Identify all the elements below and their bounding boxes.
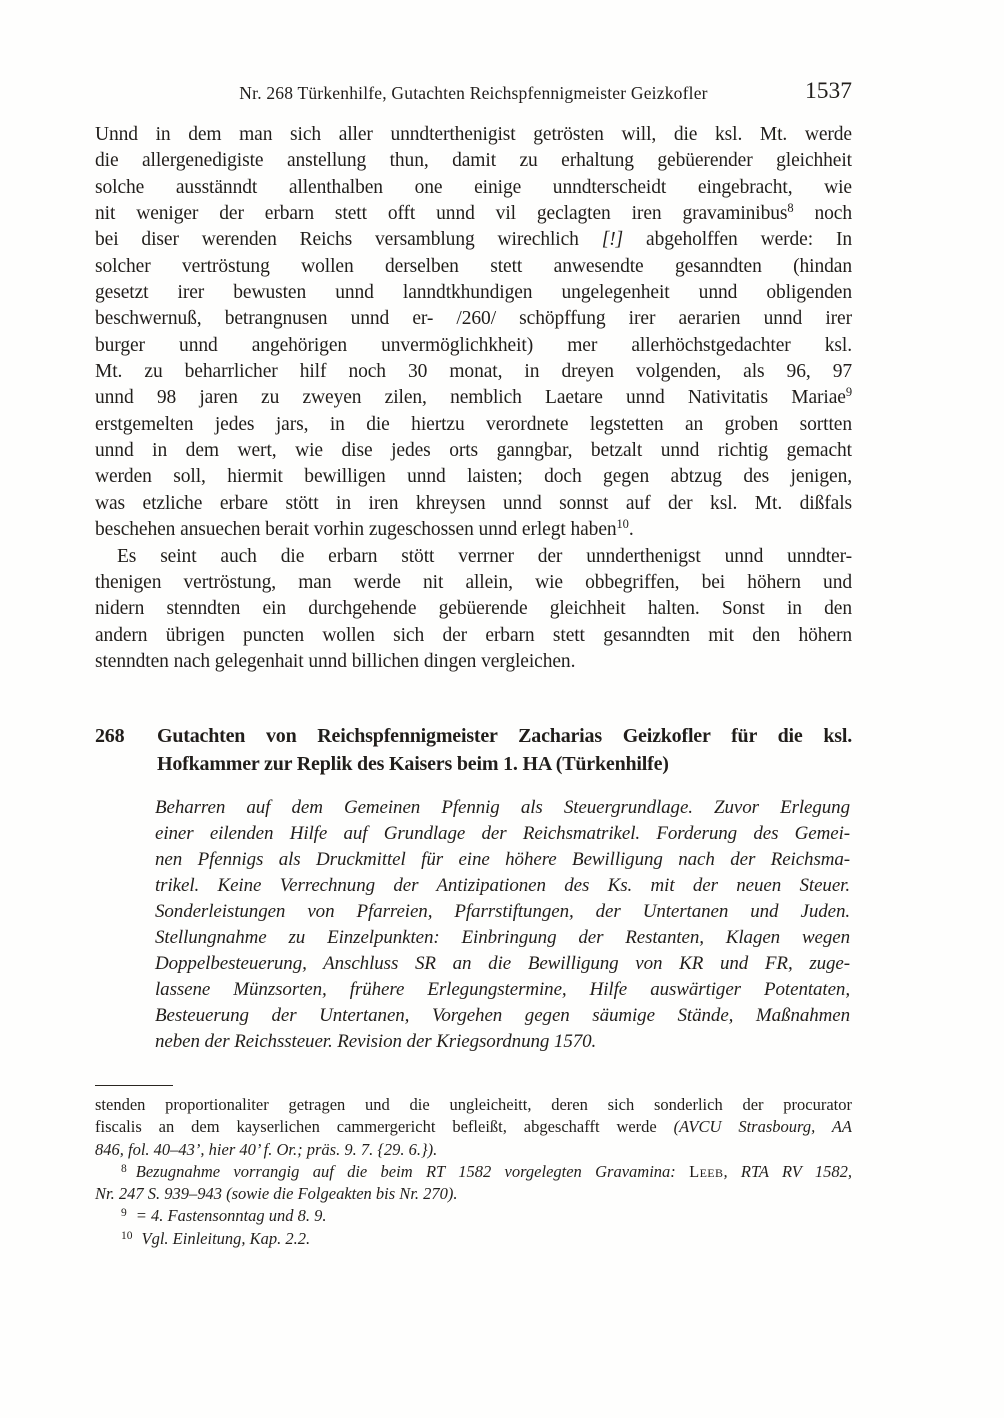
section-heading [95, 722, 852, 778]
page-number: 1537 [805, 78, 852, 104]
footnote-10 [95, 1228, 852, 1250]
footnotes [95, 1094, 852, 1250]
footnote-line: Nr. 247 S. 939–943 (sowie die Folgeakten bis Nr. 270). [95, 1184, 458, 1204]
text-line: solche ausstänndt allenthalben one einige unndterscheidt eingebracht, wie [95, 176, 852, 198]
paragraph [95, 544, 852, 676]
footnote-9 [95, 1205, 852, 1227]
abstract-line: nen Pfennigs als Druckmittel für eine höhere Bewilligung nach der Reichsma- [155, 849, 850, 870]
text-segment: = 4. Fastensonntag und 8. 9. [135, 1206, 327, 1226]
text-line: gesetzt irer bewusten unnd lanndtkhundigen ungelegenheit unnd obligenden [95, 282, 852, 304]
archive-citation: (AVCU Strasbourg, AA [673, 1117, 852, 1137]
author-smallcaps: Leeb [689, 1161, 724, 1181]
abstract-line: neben der Reichssteuer. Revision der Kriegsordnung 1570. [155, 1031, 597, 1052]
abstract [155, 795, 850, 1055]
abstract-line: einer eilenden Hilfe auf Grundlage der Reichsmatrikel. Forderung des Gemei- [155, 823, 850, 844]
main-text [95, 122, 852, 675]
text-line: erstgemelten jedes jars, in die hiertzu verordnete legstetten an groben sortten [95, 413, 852, 435]
text-segment: unnd 98 jaren zu zweyen zilen, nemblich Laetare unnd Nativitatis Mariae [95, 387, 846, 409]
text-line: andern übrigen puncten wollen sich der erbarn stett gesanndten mit den höhern [95, 624, 852, 646]
text-segment: , RTA RV 1582, [723, 1161, 853, 1181]
text-segment: Bezugnahme vorrangig auf die beim RT 1582 vorgelegten Gravamina: [135, 1161, 690, 1181]
footnote-ref-9: 9 [845, 385, 852, 400]
text-line: werden soll, hiermit bewilligen unnd laisten; doch gegen abtzug des jenigen, [95, 466, 852, 488]
section-number: 268 [95, 725, 125, 747]
abstract-line: Stellungnahme zu Einzelpunkten: Einbringung der Restanten, Klagen wegen [155, 927, 850, 948]
text-line: Unnd in dem man sich aller unndterthenigist getrösten will, die ksl. Mt. werde [95, 124, 852, 145]
text-line [95, 517, 852, 543]
text-line: thenigen vertröstung, man werde nit allein, wie obbegriffen, bei höhern und [95, 571, 852, 593]
text-segment: bei diser werenden Reichs versamblung wirechlich [95, 229, 602, 251]
abstract-line: Sonderleistungen von Pfarreien, Pfarrstiftungen, der Untertanen und Juden. [155, 901, 850, 922]
text-line: Mt. zu beharrlicher hilf noch 30 monat, in dreyen volgenden, als 96, 97 [95, 361, 852, 383]
text-segment: . [628, 519, 634, 541]
text-segment: beschehen ansuechen berait vorhin zugeschossen unnd erlegt haben [95, 519, 617, 541]
footnote-line: 846, fol. 40–43’, hier 40’ f. Or.; präs. 9. 7. {29. 6.}). [95, 1139, 438, 1159]
text-segment: fiscalis an dem kayserlichen cammergericht befleißt, abgeschafft werde [95, 1117, 674, 1137]
abstract-line: lassene Münzsorten, frühere Erlegungstermine, Hilfe auswärtiger Potentaten, [155, 979, 850, 1000]
running-head: Nr. 268 Türkenhilfe, Gutachten Reichspfennigmeister Geizkofler [239, 83, 708, 103]
paragraph [95, 122, 852, 544]
footnote-marker: 8 [121, 1162, 127, 1175]
text-segment: Vgl. Einleitung, Kap. 2.2. [141, 1228, 311, 1248]
text-line: unnd in dem wert, wie dise jedes orts ganngbar, betzalt unnd richtig gemacht [95, 440, 852, 462]
text-segment: nit weniger der erbarn stett offt unnd vil geclagten iren gravaminibus [95, 203, 788, 225]
footnote-line: stenden proportionaliter getragen und die ungleicheitt, deren sich sonderlich der procurator [95, 1095, 852, 1114]
text-line [95, 201, 852, 227]
footnote-8 [95, 1161, 852, 1183]
text-line [95, 227, 852, 253]
footnote-marker: 9 [121, 1207, 127, 1220]
section-title-line: Hofkammer zur Replik des Kaisers beim 1. HA (Türkenhilfe) [157, 753, 669, 775]
text-line: die allergenedigiste anstellung thun, damit zu erhaltung gebüerender gleichheit [95, 150, 852, 172]
footnote-ref-8: 8 [787, 201, 794, 216]
section-title [157, 722, 852, 778]
footnote-line [95, 1116, 852, 1138]
footnote-separator [95, 1085, 173, 1086]
text-line: was etzliche erbare stött in iren khreysen unnd sonnst auf der ksl. Mt. dißfals [95, 492, 852, 514]
abstract-line: Doppelbesteuerung, Anschluss SR an die Bewilligung von KR und FR, zuge- [155, 953, 850, 974]
text-line [95, 385, 852, 411]
text-line: beschwernuß, betrangnusen unnd er- /260/ schöpffung irer aerarien unnd irer [95, 308, 852, 330]
footnote-ref-10: 10 [616, 517, 629, 532]
abstract-line: Beharren auf dem Gemeinen Pfennig als Steuergrundlage. Zuvor Erlegung [155, 797, 850, 818]
sic-marker: [!] [601, 229, 624, 251]
text-line: solcher vertröstung wollen derselben stett anwesendte gesanndten (hindan [95, 255, 852, 277]
text-line: burger unnd angehörigen unvermöglichkheit) mer allerhöchstgedachter ksl. [95, 334, 852, 356]
section-title-line: Gutachten von Reichspfennigmeister Zacharias Geizkofler für die ksl. [157, 725, 852, 747]
text-segment: noch [793, 203, 853, 225]
page-header [95, 80, 852, 110]
text-line: Es seint auch die erbarn stött verrner der unnderthenigst unnd unndter- [117, 545, 852, 567]
footnote-marker: 10 [121, 1229, 133, 1242]
text-line: stenndten nach gelegenhait unnd billichen dingen vergleichen. [95, 650, 576, 672]
abstract-line: trikel. Keine Verrechnung der Antizipationen des Ks. mit der neuen Steuer. [155, 875, 850, 896]
text-segment: abgeholffen werde: In [623, 229, 853, 251]
abstract-line: Besteuerung der Untertanen, Vorgehen gegen säumige Stände, Maßnahmen [155, 1005, 850, 1026]
text-line: nidern stenndten ein durchgehende gebüerende gleichheit halten. Sonst in den [95, 598, 852, 620]
